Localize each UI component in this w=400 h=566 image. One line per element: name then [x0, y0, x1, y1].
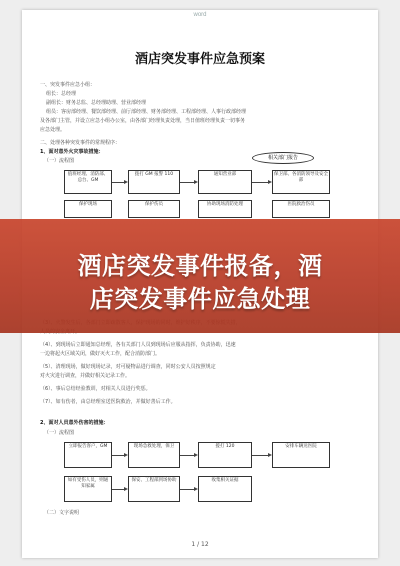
section1-members: 副组长：财务总监、总经理助理、营业部经理 [46, 100, 147, 106]
page-number: 1 / 12 [191, 541, 209, 548]
mid-text-3: （4）、到现场后立即通知总经理，各有关部门人员到现场后应服从指挥，负责协助，迅速 [40, 342, 236, 348]
document-title: 酒店突发事件应急预案 [134, 52, 265, 67]
flow2-box-1-3: 拨打 120 [198, 442, 252, 468]
mid-text-6: 对火灾进行调查，并做好相关记录工作。 [40, 373, 131, 379]
section1-line3: 组员：客房部经理、餐饮部经理、前厅部经理、财务部经理、工程部经理、人事行政部经理 [46, 109, 247, 115]
mid-text-5: （5）、清理现场，做好现场记录，对可疑物品进行调查，同时公安人员按照规定 [40, 364, 216, 370]
flow1-label: （一）流程图 [44, 158, 75, 164]
flow2-box-1-2: 现场急救处理，保卫 [128, 442, 180, 468]
banner-line-2: 店突发事件应急处理 [89, 285, 311, 313]
section1-line5: 应急处理。 [40, 127, 66, 133]
flow2-box-2-2: 保安、工程部到场协助 [128, 476, 180, 502]
mid-text-8: （7）、如有伤者，由总经理室送医院救治，并做好善后工作。 [40, 399, 176, 405]
flow1-box-1-1: 值班经理、消防部、总台、GM [64, 170, 112, 194]
title-banner [0, 219, 400, 333]
flow2-label: （一）流程图 [44, 430, 75, 436]
section1-heading: 一、突发事件应急小组： [40, 82, 96, 88]
section3-sub2: 2、面对人员意外伤害的措施： [40, 420, 109, 426]
word-watermark: word [193, 12, 207, 18]
flow1-box-2-3: 协助现场消防处理 [198, 200, 252, 218]
mid-text-4: 一边将起火区域关闭，做好灭火工作，配合消防部门。 [40, 351, 161, 357]
section2-heading: 二、处理各种突发事件的常规程序： [40, 140, 121, 146]
banner-line-1: 酒店突发事件报备，酒 [77, 252, 323, 280]
flow2-bottom-label: （二）文字说明 [44, 510, 80, 516]
flow1-box-2-4: 医院救治伤员 [272, 200, 330, 218]
flow1-box-1-3: 通知营业部 [198, 170, 252, 194]
mid-text-7: （6）、事后总结经验教训，对相关人员进行奖惩。 [40, 386, 151, 392]
flow1-box-2-1: 保护现场 [64, 200, 112, 218]
flow2-box-1-1: 立即报告客户，GM [64, 442, 112, 468]
flow1-oval: 相关部门报告 [252, 152, 314, 164]
flow1-box-1-2: 拨打 GM 报警 110 [128, 170, 180, 194]
flow2-box-2-3: 收集相关证据 [198, 476, 252, 502]
flow2-box-1-4: 安排车辆送医院 [272, 442, 330, 468]
flow2-box-2-1: 如有受伤人员，则通知家属 [64, 476, 112, 502]
section1-leader: 组长：总经理 [46, 91, 77, 97]
flow1-box-2-2: 保护伤员 [128, 200, 180, 218]
flow1-box-1-4: 保卫部、各消防领导及安全部 [272, 170, 330, 194]
section2-sub1: 1、面对意外火灾事故措施： [40, 149, 104, 155]
section1-line4: 及各部门主管，并设立应急小组办公室，由各部门经理负责处理，当日值班经理负责一切事务 [40, 118, 246, 124]
